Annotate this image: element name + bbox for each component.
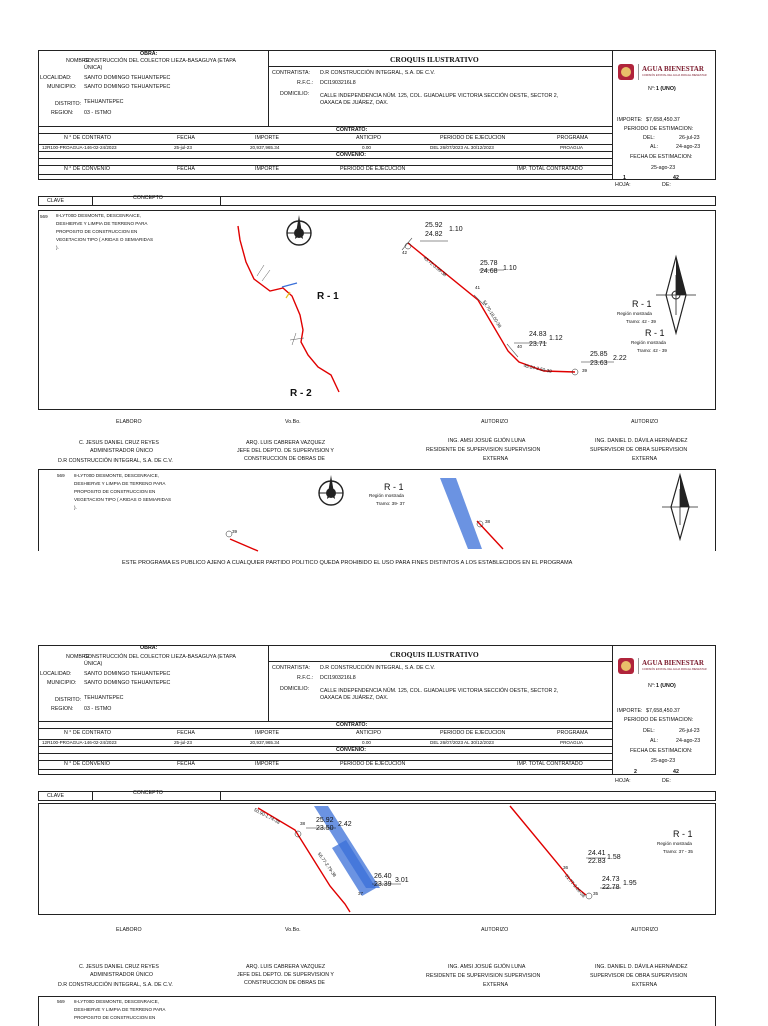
hoja-number: 1 xyxy=(623,175,626,181)
nombre-value: CONSTRUCCIÓN DEL COLECTOR LIEZA-BASAGUYA (ETAPA xyxy=(84,58,236,64)
route-label: R - 1 xyxy=(317,291,339,302)
footer-notice: ESTE PROGRAMA ES PUBLICO AJENO A CUALQUIER PARTIDO POLITICO QUEDA PROHIBIDO EL USO PARA FINES DISTINTOS A LOS ESTABLECIDOS EN EL PROGRAMA xyxy=(122,560,573,566)
contrato-number: 12R100-PROAGUA-146-02-24/2023 xyxy=(42,145,117,150)
estimacion-number: 1 (UNO) xyxy=(656,86,676,92)
signer-name: ING. DANIEL D. DÁVILA HERNÁNDEZ xyxy=(595,438,688,444)
signer-name: ARQ. LUIS CABRERA VAZQUEZ xyxy=(246,440,326,446)
nombre-label: NOMBRE: xyxy=(66,58,91,64)
obra-label: OBRA: xyxy=(140,51,158,57)
signer-name: ING. AMSI JOSUÉ GIJÓN LUNA xyxy=(448,438,526,444)
agua-bienestar-logo: AGUA BIENESTAR COMISIÓN ESTATAL DEL AGUA PARA EL BIENESTAR xyxy=(618,64,714,82)
localidad-label: LOCALIDAD: xyxy=(40,75,72,81)
domicilio-value: CALLE INDEPENDENCIA NÚM. 125, COL. GUADALUPE VICTORIA SECCIÓN OESTE, SECTOR 2, xyxy=(320,93,559,99)
importe-value: $7,658,450.37 xyxy=(646,117,680,123)
distrito-label: DISTRITO: xyxy=(55,101,82,107)
hoja-number: 2 xyxy=(634,769,637,775)
route-label: R - 2 xyxy=(290,388,312,399)
region-label: REGION: xyxy=(51,110,74,116)
concept-text: 8-LYT00D DESMONTE, DESCENRAICE, xyxy=(56,213,141,218)
rfc-value: DCI1903216L8 xyxy=(320,80,356,86)
agua-bienestar-logo: AGUA BIENESTAR COMISIÓN ESTATAL DEL AGUA PARA EL BIENESTAR xyxy=(618,658,714,676)
contratista-value: D.R CONSTRUCCIÓN INTEGRAL, S.A. DE C.V. xyxy=(320,70,435,76)
municipio-label: MUNICIPIO: xyxy=(47,84,77,90)
signer-name: C. JESUS DANIEL CRUZ REYES xyxy=(79,440,159,446)
document-title: CROQUIS ILUSTRATIVO xyxy=(390,55,479,64)
